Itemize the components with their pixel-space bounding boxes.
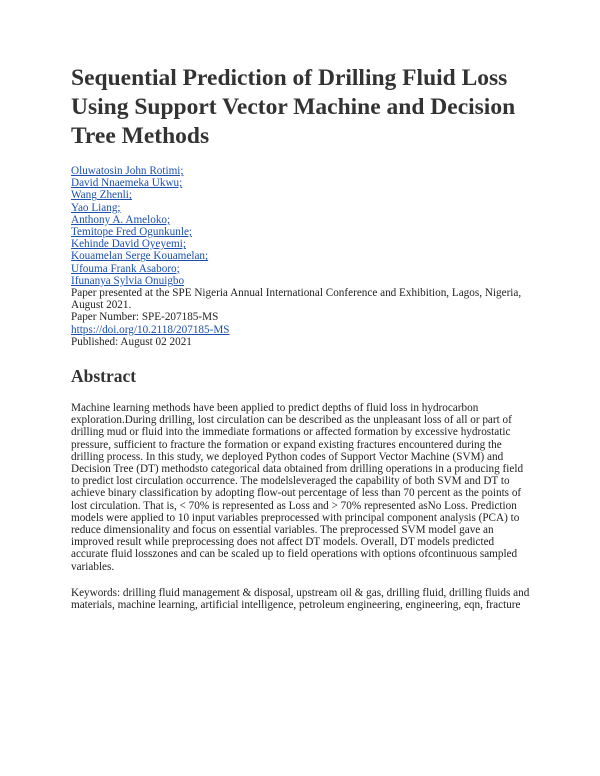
author-item [71, 189, 531, 201]
author-link[interactable]: Yao Liang; [71, 201, 121, 214]
author-item [71, 165, 531, 177]
author-item [71, 177, 531, 189]
keywords-text: Keywords: drilling fluid management & disposal, upstream oil & gas, drilling fluid, drilling fluids and materials, machine learning, artificial intelligence, petroleum engineering, engineering, eqn, fracture [71, 586, 530, 612]
author-link[interactable]: Wang Zhenli; [71, 189, 132, 202]
doi-link[interactable]: https://doi.org/10.2118/207185-MS [71, 323, 230, 336]
author-item [71, 202, 531, 214]
author-item [71, 275, 531, 287]
author-item [71, 226, 531, 238]
author-link[interactable]: Kehinde David Oyeyemi; [71, 238, 186, 251]
author-link[interactable]: Ifunanya Sylvia Onuigbo [71, 274, 185, 287]
author-item [71, 238, 531, 250]
author-item [71, 250, 531, 262]
author-link[interactable]: Kouamelan Serge Kouamelan; [71, 250, 209, 263]
author-link[interactable]: Oluwatosin John Rotimi; [71, 165, 184, 177]
abstract-heading: Abstract [71, 366, 137, 387]
conference-note: Paper presented at the SPE Nigeria Annual International Conference and Exhibition, Lagos, Nigeria, August 2021. [71, 287, 522, 312]
abstract-text: Machine learning methods have been applied to predict depths of fluid loss in hydrocarbon exploration.During drilling, lost circulation can be described as the unpleasant loss of all or part of drilling mud or fluid into the immediate formations or affected formation by excessive hydrostatic pressure, sufficient to fracture the formation or expand existing fractures encountered during the drilling process. In this study, we deployed Python codes of Support Vector Machine (SVM) and Decision Tree (DT) methodsto categorical data obtained from drilling operations in a producing field to predict lost circulation occurrence. The modelsleveraged the capability of both SVM and DT to achieve binary classification by adopting flow-out percentage of less than 70 percent as the points of lost circulation. That is, < 70% is represented as Loss and > 70% represented asNo Loss. Prediction models were applied to 10 input variables preprocessed with principal component analysis (PCA) to reduce dimensionality and focus on essential variables. The preprocessed SVM model gave an improved result while preprocessing does not affect DT models. Overall, DT models predicted accurate fluid losszones and can be scaled up to field operations with options ofcontinuous sampled variables. [71, 402, 524, 573]
author-link[interactable]: Anthony A. Ameloko; [71, 213, 171, 226]
author-item [71, 263, 531, 275]
published-date: Published: August 02 2021 [71, 335, 192, 348]
paper-metadata [71, 287, 531, 348]
author-link[interactable]: David Nnaemeka Ukwu; [71, 177, 183, 190]
author-link[interactable]: Ufouma Frank Asaboro; [71, 262, 180, 275]
paper-title: Sequential Prediction of Drilling Fluid Loss Using Support Vector Machine and Decision Tree Methods [71, 65, 516, 149]
paper-page [71, 64, 531, 611]
paper-number: Paper Number: SPE-207185-MS [71, 311, 219, 324]
author-link[interactable]: Temitope Fred Ogunkunle; [71, 226, 193, 239]
author-list [71, 165, 531, 287]
author-item [71, 214, 531, 226]
